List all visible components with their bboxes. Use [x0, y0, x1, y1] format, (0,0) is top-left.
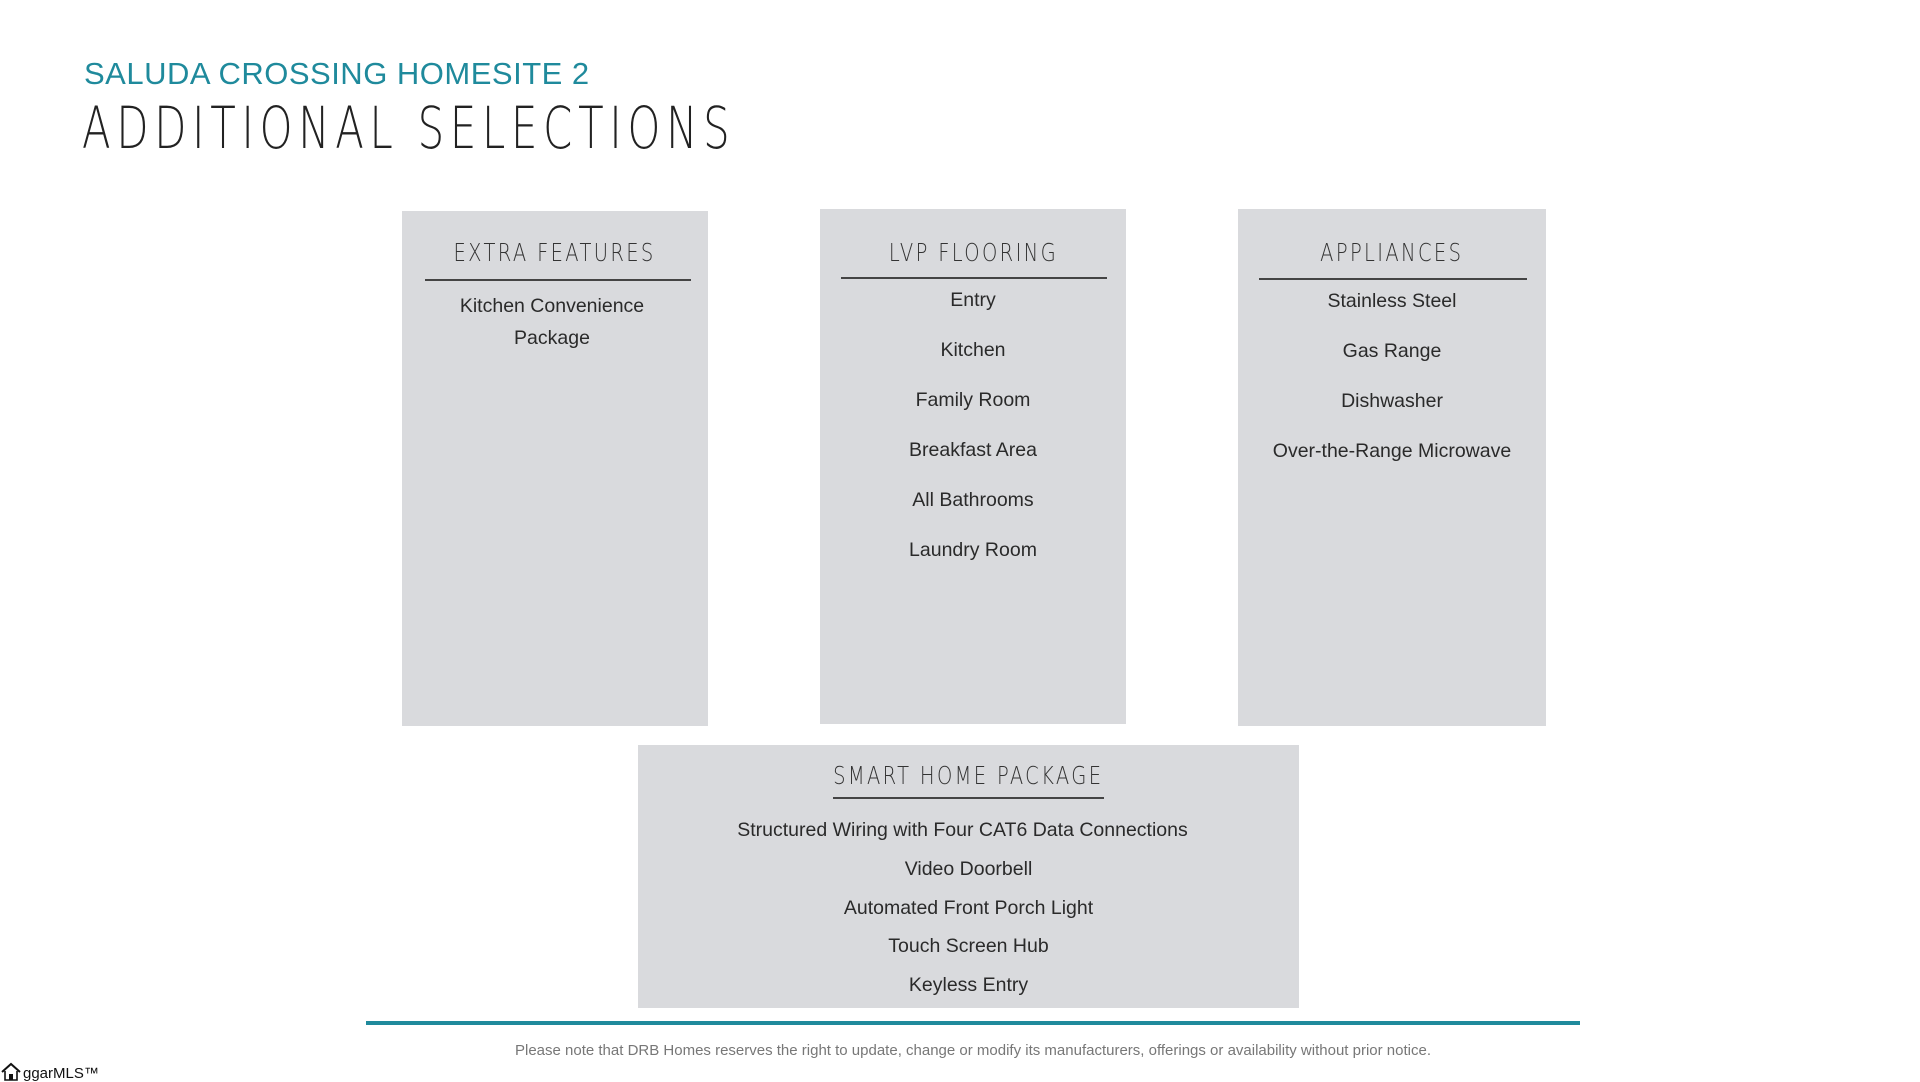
smart-home-divider [833, 797, 1104, 799]
smart-home-item: Keyless Entry [908, 974, 1029, 996]
house-logo-icon [0, 1062, 22, 1082]
page-title: ADDITIONAL SELECTIONS [82, 94, 736, 162]
extra-features-heading: EXTRA FEATURES [453, 238, 657, 267]
appliances-item: Gas Range [1342, 340, 1442, 362]
watermark-logo [0, 1062, 99, 1082]
extra-features-item: Kitchen Convenience [459, 295, 645, 317]
smart-home-item: Automated Front Porch Light [843, 897, 1094, 919]
appliances-item: Over-the-Range Microwave [1272, 440, 1512, 462]
appliances-heading: APPLIANCES [1320, 238, 1464, 267]
lvp-flooring-item: Entry [950, 289, 996, 311]
watermark-text: ggarMLS™ [23, 1065, 99, 1082]
lvp-flooring-item: Family Room [915, 389, 1031, 411]
footer-divider [366, 1021, 1580, 1025]
smart-home-item: Structured Wiring with Four CAT6 Data Connections [737, 819, 1188, 841]
smart-home-item: Video Doorbell [904, 858, 1033, 880]
appliances-item: Dishwasher [1341, 390, 1443, 412]
appliances-divider [1259, 278, 1527, 280]
lvp-flooring-item: Breakfast Area [909, 439, 1037, 461]
page-subtitle: SALUDA CROSSING HOMESITE 2 [84, 56, 590, 91]
lvp-flooring-divider [841, 277, 1107, 279]
lvp-flooring-item: All Bathrooms [912, 489, 1034, 511]
lvp-flooring-panel [820, 209, 1126, 724]
smart-home-heading: SMART HOME PACKAGE [833, 761, 1104, 790]
smart-home-item: Touch Screen Hub [888, 935, 1049, 957]
lvp-flooring-item: Laundry Room [909, 539, 1037, 561]
extra-features-item: Package [514, 327, 590, 349]
disclaimer-text: Please note that DRB Homes reserves the right to update, change or modify its manufacturers, offerings or availability without prior notice. [514, 1042, 1431, 1059]
appliances-item: Stainless Steel [1327, 290, 1457, 312]
appliances-panel [1238, 209, 1546, 726]
extra-features-panel [402, 211, 708, 726]
smart-home-panel [638, 745, 1299, 1008]
lvp-flooring-item: Kitchen [940, 339, 1006, 361]
extra-features-divider [425, 279, 691, 281]
lvp-flooring-heading: LVP FLOORING [888, 238, 1058, 267]
